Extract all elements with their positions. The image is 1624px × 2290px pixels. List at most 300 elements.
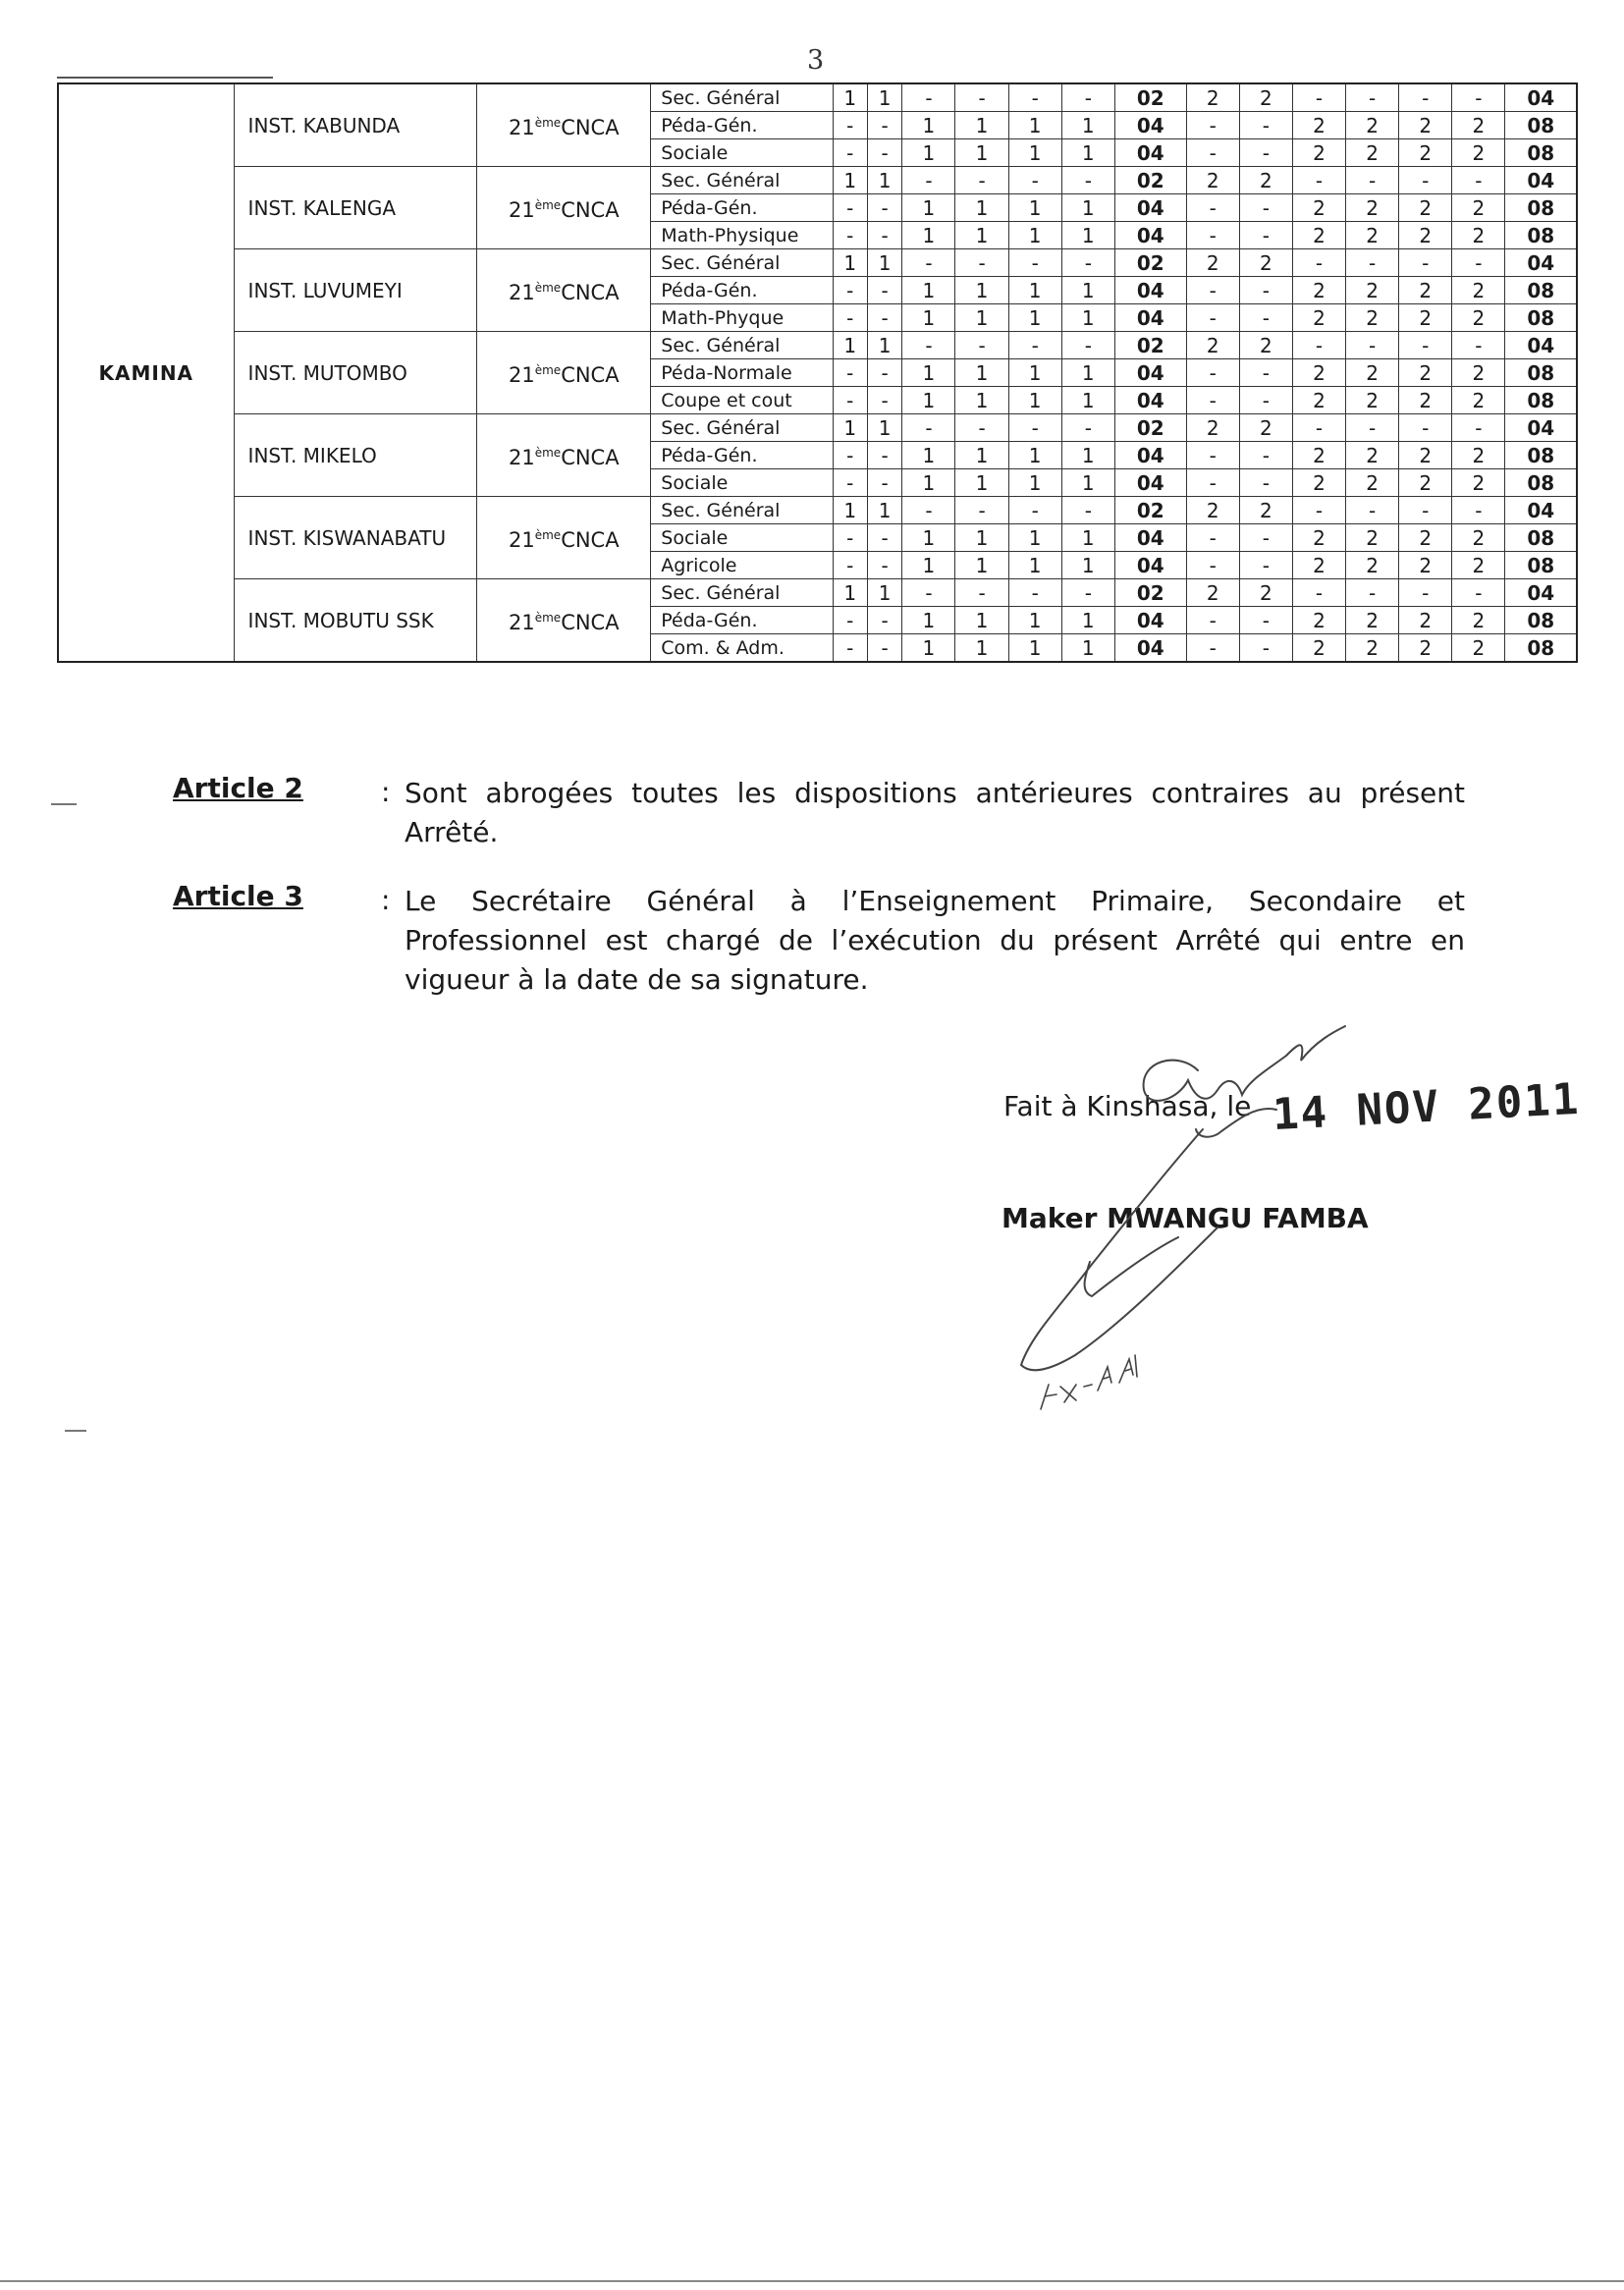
total-cell: 08 [1505, 359, 1577, 387]
count-cell: - [867, 139, 901, 167]
table-row [58, 167, 1577, 194]
count-cell: - [867, 552, 901, 579]
cnca-number: 21 [508, 198, 535, 222]
count-cell: - [1239, 607, 1292, 634]
count-cell: - [1452, 167, 1505, 194]
section-cell: Sociale [651, 524, 833, 552]
count-cell: 1 [1061, 524, 1114, 552]
count-cell: 1 [833, 497, 867, 524]
cnca-ordinal: ème [534, 116, 562, 130]
count-cell: - [1399, 332, 1452, 359]
section-cell: Sec. Général [651, 249, 833, 277]
count-cell: - [1399, 497, 1452, 524]
count-cell: 2 [1399, 607, 1452, 634]
count-cell: - [1452, 497, 1505, 524]
count-cell: 1 [1061, 634, 1114, 663]
date-stamp: 14 NOV 2011 [1271, 1073, 1582, 1141]
count-cell: 2 [1346, 552, 1399, 579]
count-cell: 1 [955, 552, 1008, 579]
article-3-text: Le Secrétaire Général à l’Enseignement Primaire, Secondaire et Professionnel est chargé de l’exécution du présent Arrêté qui entre en vigueur à la date de sa signature. [405, 885, 1465, 996]
count-cell: 1 [955, 112, 1008, 139]
allocation-table [57, 82, 1578, 663]
count-cell: - [1239, 634, 1292, 663]
table-row [58, 249, 1577, 277]
cnca-number: 21 [508, 281, 535, 304]
count-cell: - [1346, 249, 1399, 277]
count-cell: - [1292, 167, 1345, 194]
total-cell: 08 [1505, 139, 1577, 167]
count-cell: - [833, 634, 867, 663]
count-cell: - [955, 167, 1008, 194]
count-cell: - [1008, 414, 1061, 442]
cnca-number: 21 [508, 528, 535, 552]
count-cell: - [1186, 607, 1239, 634]
section-cell: Agricole [651, 552, 833, 579]
count-cell: - [867, 277, 901, 304]
school-name-cell: INST. KISWANABATU [234, 497, 477, 579]
count-cell: 2 [1452, 634, 1505, 663]
count-cell: - [1061, 249, 1114, 277]
count-cell: - [833, 112, 867, 139]
count-cell: 2 [1186, 579, 1239, 607]
count-cell: 2 [1239, 249, 1292, 277]
count-cell: - [1239, 469, 1292, 497]
count-cell: 2 [1292, 194, 1345, 222]
count-cell: 1 [867, 579, 901, 607]
count-cell: 1 [1061, 194, 1114, 222]
count-cell: 2 [1346, 112, 1399, 139]
count-cell: - [1008, 167, 1061, 194]
count-cell: 1 [902, 607, 955, 634]
total-cell: 08 [1505, 304, 1577, 332]
count-cell: 1 [1008, 304, 1061, 332]
count-cell: - [1292, 414, 1345, 442]
count-cell: 2 [1346, 277, 1399, 304]
count-cell: 2 [1186, 497, 1239, 524]
school-name-cell: INST. KABUNDA [234, 83, 477, 167]
count-cell: 1 [1061, 139, 1114, 167]
total-cell: 04 [1114, 194, 1186, 222]
count-cell: - [955, 332, 1008, 359]
count-cell: - [1452, 414, 1505, 442]
count-cell: 2 [1346, 442, 1399, 469]
count-cell: - [1239, 304, 1292, 332]
section-cell: Math-Phyque [651, 304, 833, 332]
count-cell: 2 [1452, 387, 1505, 414]
count-cell: 2 [1292, 139, 1345, 167]
count-cell: - [1186, 194, 1239, 222]
count-cell: - [1399, 167, 1452, 194]
count-cell: 2 [1452, 359, 1505, 387]
count-cell: 2 [1399, 222, 1452, 249]
total-cell: 04 [1505, 83, 1577, 112]
count-cell: - [1346, 414, 1399, 442]
count-cell: 2 [1399, 442, 1452, 469]
cnca-suffix: CNCA [561, 446, 620, 469]
count-cell: - [955, 414, 1008, 442]
count-cell: 1 [955, 139, 1008, 167]
cnca-suffix: CNCA [561, 281, 620, 304]
section-cell: Sec. Général [651, 167, 833, 194]
count-cell: - [1186, 387, 1239, 414]
count-cell: 1 [955, 387, 1008, 414]
count-cell: - [1292, 83, 1345, 112]
count-cell: - [1061, 167, 1114, 194]
count-cell: - [833, 277, 867, 304]
section-cell: Sec. Général [651, 497, 833, 524]
count-cell: - [1186, 442, 1239, 469]
count-cell: - [1452, 249, 1505, 277]
count-cell: 1 [867, 332, 901, 359]
count-cell: 1 [1061, 469, 1114, 497]
top-divider [57, 77, 273, 79]
count-cell: - [1061, 83, 1114, 112]
count-cell: 2 [1186, 83, 1239, 112]
section-cell: Sociale [651, 469, 833, 497]
count-cell: 1 [902, 634, 955, 663]
count-cell: 2 [1399, 139, 1452, 167]
count-cell: - [867, 222, 901, 249]
count-cell: 1 [955, 607, 1008, 634]
section-cell: Sec. Général [651, 579, 833, 607]
count-cell: 1 [902, 469, 955, 497]
count-cell: 1 [955, 442, 1008, 469]
count-cell: 2 [1452, 277, 1505, 304]
count-cell: 1 [1061, 112, 1114, 139]
school-name-cell: INST. MOBUTU SSK [234, 579, 477, 663]
count-cell: 1 [1008, 277, 1061, 304]
total-cell: 08 [1505, 277, 1577, 304]
count-cell: - [833, 139, 867, 167]
count-cell: 1 [1061, 442, 1114, 469]
count-cell: 2 [1452, 442, 1505, 469]
handwritten-signature [884, 1011, 1434, 1444]
cnca-number: 21 [508, 363, 535, 387]
cnca-cell [477, 579, 651, 663]
table-row [58, 579, 1577, 607]
count-cell: 2 [1346, 139, 1399, 167]
total-cell: 04 [1505, 497, 1577, 524]
school-name-cell: INST. KALENGA [234, 167, 477, 249]
cnca-suffix: CNCA [561, 198, 620, 222]
section-cell: Péda-Gén. [651, 607, 833, 634]
count-cell: 1 [1061, 359, 1114, 387]
total-cell: 04 [1505, 332, 1577, 359]
count-cell: 2 [1292, 524, 1345, 552]
page-number: 3 [807, 45, 825, 76]
count-cell: - [833, 607, 867, 634]
total-cell: 02 [1114, 249, 1186, 277]
total-cell: 02 [1114, 83, 1186, 112]
count-cell: - [902, 249, 955, 277]
count-cell: 1 [955, 304, 1008, 332]
count-cell: 1 [902, 304, 955, 332]
allocation-table-container [57, 82, 1578, 663]
count-cell: 2 [1346, 524, 1399, 552]
count-cell: 1 [1061, 387, 1114, 414]
count-cell: 2 [1186, 249, 1239, 277]
count-cell: - [867, 442, 901, 469]
total-cell: 08 [1505, 387, 1577, 414]
count-cell: 1 [1061, 277, 1114, 304]
cnca-ordinal: ème [534, 446, 562, 460]
count-cell: 1 [867, 414, 901, 442]
count-cell: - [833, 442, 867, 469]
count-cell: 2 [1399, 552, 1452, 579]
total-cell: 08 [1505, 552, 1577, 579]
table-row [58, 414, 1577, 442]
count-cell: - [1239, 387, 1292, 414]
count-cell: 1 [833, 414, 867, 442]
place-date-line: Fait à Kinshasa, le [1003, 1090, 1252, 1122]
cnca-cell [477, 497, 651, 579]
count-cell: - [867, 112, 901, 139]
count-cell: 2 [1399, 634, 1452, 663]
article-2-label: Article 2 [173, 772, 303, 804]
section-cell: Péda-Gén. [651, 442, 833, 469]
article-2-colon: : [381, 776, 391, 808]
count-cell: 1 [1061, 552, 1114, 579]
total-cell: 04 [1114, 139, 1186, 167]
count-cell: 1 [1061, 222, 1114, 249]
count-cell: - [955, 83, 1008, 112]
count-cell: 1 [902, 112, 955, 139]
cnca-cell [477, 249, 651, 332]
count-cell: - [902, 83, 955, 112]
count-cell: 1 [1008, 112, 1061, 139]
count-cell: 2 [1292, 112, 1345, 139]
count-cell: - [867, 304, 901, 332]
count-cell: 1 [902, 194, 955, 222]
count-cell: 2 [1186, 167, 1239, 194]
count-cell: 2 [1346, 304, 1399, 332]
count-cell: - [1186, 277, 1239, 304]
count-cell: - [1292, 249, 1345, 277]
count-cell: - [1292, 579, 1345, 607]
total-cell: 04 [1114, 387, 1186, 414]
count-cell: 2 [1346, 387, 1399, 414]
count-cell: 2 [1239, 497, 1292, 524]
count-cell: 2 [1399, 277, 1452, 304]
count-cell: 2 [1239, 83, 1292, 112]
count-cell: - [1239, 552, 1292, 579]
total-cell: 02 [1114, 579, 1186, 607]
count-cell: - [1186, 524, 1239, 552]
count-cell: 2 [1346, 469, 1399, 497]
count-cell: 2 [1186, 414, 1239, 442]
count-cell: - [1186, 139, 1239, 167]
count-cell: - [902, 579, 955, 607]
total-cell: 02 [1114, 332, 1186, 359]
count-cell: 2 [1399, 524, 1452, 552]
count-cell: 2 [1239, 579, 1292, 607]
cnca-ordinal: ème [534, 363, 562, 377]
count-cell: - [1008, 497, 1061, 524]
count-cell: 1 [1008, 139, 1061, 167]
total-cell: 08 [1505, 194, 1577, 222]
count-cell: - [833, 304, 867, 332]
count-cell: - [1346, 83, 1399, 112]
cnca-suffix: CNCA [561, 363, 620, 387]
count-cell: 2 [1292, 222, 1345, 249]
count-cell: - [1292, 332, 1345, 359]
count-cell: - [1186, 112, 1239, 139]
count-cell: 1 [1008, 524, 1061, 552]
cnca-cell [477, 414, 651, 497]
total-cell: 04 [1114, 112, 1186, 139]
count-cell: - [1239, 359, 1292, 387]
count-cell: - [1186, 552, 1239, 579]
cnca-ordinal: ème [534, 281, 562, 295]
count-cell: 2 [1239, 332, 1292, 359]
count-cell: 2 [1452, 607, 1505, 634]
count-cell: 2 [1346, 222, 1399, 249]
table-row [58, 83, 1577, 112]
count-cell: - [1186, 634, 1239, 663]
article-3-label: Article 3 [173, 880, 303, 912]
count-cell: - [1061, 414, 1114, 442]
count-cell: 1 [1008, 552, 1061, 579]
article-3-colon: : [381, 884, 391, 916]
count-cell: 2 [1292, 607, 1345, 634]
count-cell: - [867, 524, 901, 552]
section-cell: Sec. Général [651, 83, 833, 112]
count-cell: - [867, 469, 901, 497]
section-cell: Math-Physique [651, 222, 833, 249]
count-cell: - [1186, 469, 1239, 497]
cnca-suffix: CNCA [561, 116, 620, 139]
count-cell: - [1292, 497, 1345, 524]
total-cell: 08 [1505, 634, 1577, 663]
count-cell: 1 [955, 359, 1008, 387]
count-cell: - [1346, 497, 1399, 524]
count-cell: - [867, 359, 901, 387]
total-cell: 04 [1114, 634, 1186, 663]
count-cell: 2 [1292, 442, 1345, 469]
count-cell: 1 [955, 277, 1008, 304]
count-cell: 2 [1346, 194, 1399, 222]
count-cell: - [1399, 83, 1452, 112]
count-cell: 1 [955, 222, 1008, 249]
count-cell: 1 [955, 194, 1008, 222]
count-cell: 2 [1239, 414, 1292, 442]
school-name-cell: INST. MUTOMBO [234, 332, 477, 414]
cnca-ordinal: ème [534, 528, 562, 542]
total-cell: 04 [1505, 579, 1577, 607]
count-cell: 1 [1008, 469, 1061, 497]
count-cell: - [1008, 83, 1061, 112]
count-cell: - [1239, 112, 1292, 139]
count-cell: 1 [867, 497, 901, 524]
count-cell: 1 [1061, 607, 1114, 634]
count-cell: - [1452, 579, 1505, 607]
count-cell: 1 [902, 222, 955, 249]
count-cell: 2 [1452, 139, 1505, 167]
count-cell: - [1186, 304, 1239, 332]
count-cell: - [833, 469, 867, 497]
count-cell: - [1008, 579, 1061, 607]
count-cell: 2 [1292, 277, 1345, 304]
count-cell: 1 [902, 524, 955, 552]
total-cell: 02 [1114, 497, 1186, 524]
count-cell: - [1061, 497, 1114, 524]
count-cell: 1 [1008, 194, 1061, 222]
count-cell: 1 [1008, 222, 1061, 249]
total-cell: 08 [1505, 607, 1577, 634]
section-cell: Péda-Gén. [651, 277, 833, 304]
count-cell: - [1346, 332, 1399, 359]
cnca-number: 21 [508, 611, 535, 634]
count-cell: - [1399, 249, 1452, 277]
count-cell: - [833, 387, 867, 414]
section-cell: Coupe et cout [651, 387, 833, 414]
count-cell: - [833, 359, 867, 387]
bottom-rule [0, 2280, 1624, 2282]
count-cell: 2 [1292, 552, 1345, 579]
signatory-name: Maker MWANGU FAMBA [1001, 1202, 1369, 1234]
count-cell: 2 [1292, 387, 1345, 414]
count-cell: - [902, 497, 955, 524]
count-cell: 2 [1452, 524, 1505, 552]
count-cell: - [1186, 359, 1239, 387]
table-row [58, 497, 1577, 524]
count-cell: 1 [1008, 634, 1061, 663]
total-cell: 04 [1505, 414, 1577, 442]
count-cell: - [1008, 249, 1061, 277]
count-cell: - [955, 579, 1008, 607]
count-cell: 1 [955, 634, 1008, 663]
total-cell: 04 [1114, 607, 1186, 634]
count-cell: 1 [902, 277, 955, 304]
count-cell: - [1346, 579, 1399, 607]
count-cell: 2 [1399, 112, 1452, 139]
count-cell: 1 [955, 469, 1008, 497]
count-cell: - [955, 497, 1008, 524]
count-cell: 2 [1452, 304, 1505, 332]
school-name-cell: INST. MIKELO [234, 414, 477, 497]
count-cell: 2 [1452, 194, 1505, 222]
total-cell: 08 [1505, 469, 1577, 497]
count-cell: 1 [833, 167, 867, 194]
count-cell: - [1239, 277, 1292, 304]
count-cell: - [902, 167, 955, 194]
count-cell: 1 [902, 359, 955, 387]
cnca-cell [477, 83, 651, 167]
section-cell: Com. & Adm. [651, 634, 833, 663]
count-cell: 2 [1452, 552, 1505, 579]
total-cell: 04 [1114, 304, 1186, 332]
count-cell: - [1346, 167, 1399, 194]
count-cell: - [1399, 414, 1452, 442]
total-cell: 08 [1505, 524, 1577, 552]
total-cell: 04 [1505, 249, 1577, 277]
count-cell: 2 [1292, 469, 1345, 497]
count-cell: - [1239, 194, 1292, 222]
count-cell: 2 [1399, 469, 1452, 497]
count-cell: - [902, 414, 955, 442]
total-cell: 04 [1114, 222, 1186, 249]
count-cell: 2 [1399, 194, 1452, 222]
cnca-number: 21 [508, 446, 535, 469]
margin-mark [65, 1430, 86, 1432]
count-cell: - [1239, 442, 1292, 469]
count-cell: 1 [833, 579, 867, 607]
count-cell: 1 [1008, 607, 1061, 634]
count-cell: 1 [867, 83, 901, 112]
count-cell: - [1008, 332, 1061, 359]
count-cell: 1 [1008, 359, 1061, 387]
section-cell: Sociale [651, 139, 833, 167]
